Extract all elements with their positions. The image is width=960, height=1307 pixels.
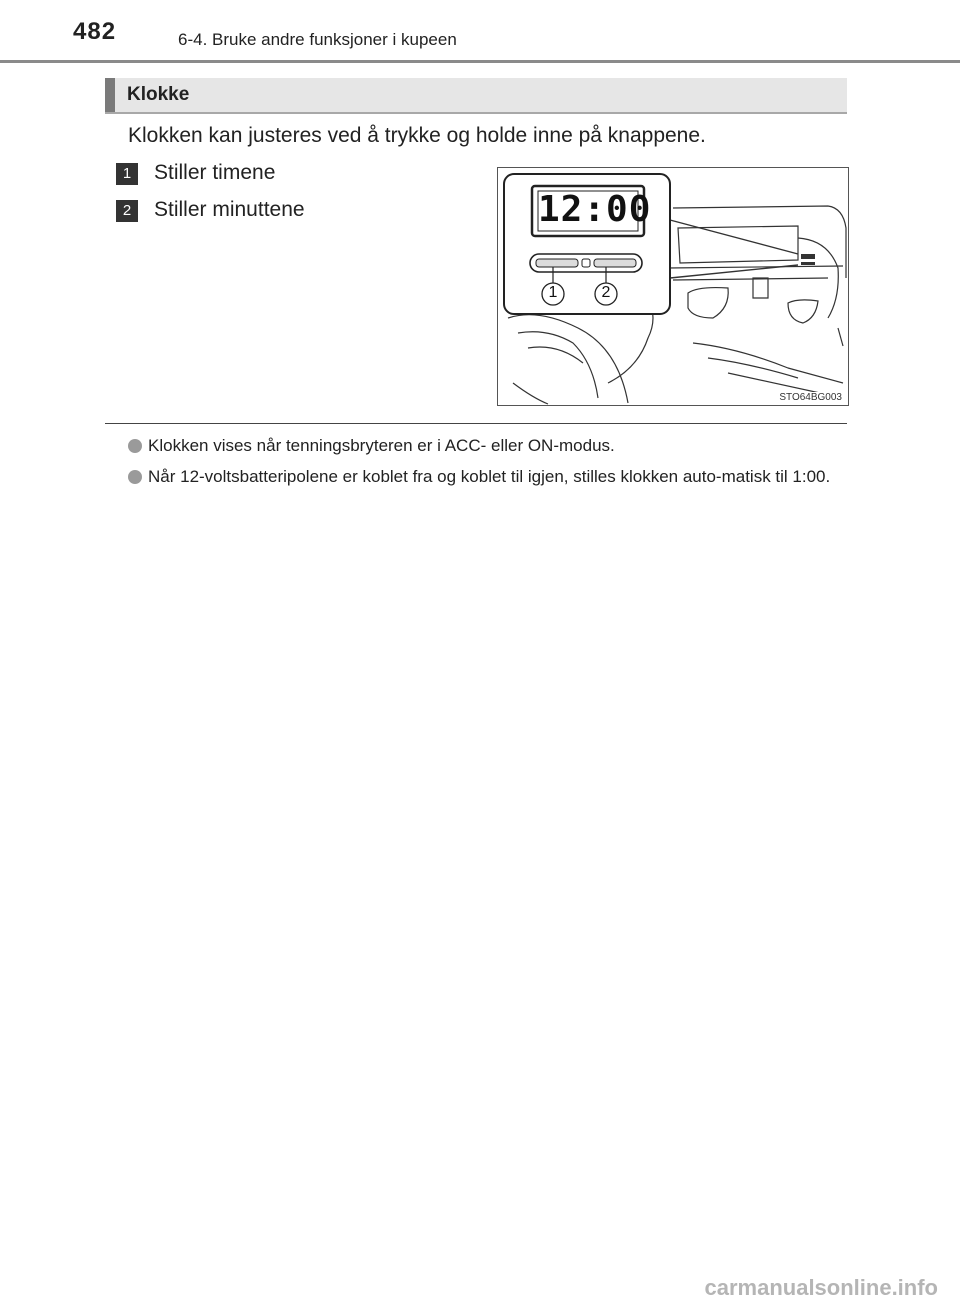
section-accent <box>105 78 115 112</box>
section-divider <box>105 423 847 424</box>
clock-display-readout: 12:00 <box>538 189 652 230</box>
step-label: Stiller minuttene <box>154 198 305 221</box>
intro-text: Klokken kan justeres ved å trykke og holde inne på knappene. <box>128 124 706 147</box>
page-number: 482 <box>73 18 117 45</box>
note-text: Når 12-voltsbatteripolene er koblet fra og koblet til igjen, stilles klokken auto-matisk til 1:00. <box>148 467 831 486</box>
watermark: carmanualsonline.info <box>704 1275 938 1300</box>
note-item <box>128 464 843 514</box>
section-header <box>105 78 847 114</box>
header-divider <box>0 60 960 63</box>
note-text: Klokken vises når tenningsbryteren er i ACC- eller ON-modus. <box>148 436 615 455</box>
clock-illustration <box>497 167 849 406</box>
callout-2: 2 <box>601 284 611 301</box>
bullet-icon <box>128 470 142 484</box>
bullet-icon <box>128 439 142 453</box>
step-number-badge: 2 <box>116 200 138 222</box>
callout-1: 1 <box>548 284 558 301</box>
note-item <box>128 433 843 458</box>
section-title: Klokke <box>127 84 190 105</box>
figure-code: STO64BG003 <box>779 392 842 403</box>
breadcrumb: 6-4. Bruke andre funksjoner i kupeen <box>178 30 457 49</box>
step-label: Stiller timene <box>154 161 276 184</box>
step-number-badge: 1 <box>116 163 138 185</box>
